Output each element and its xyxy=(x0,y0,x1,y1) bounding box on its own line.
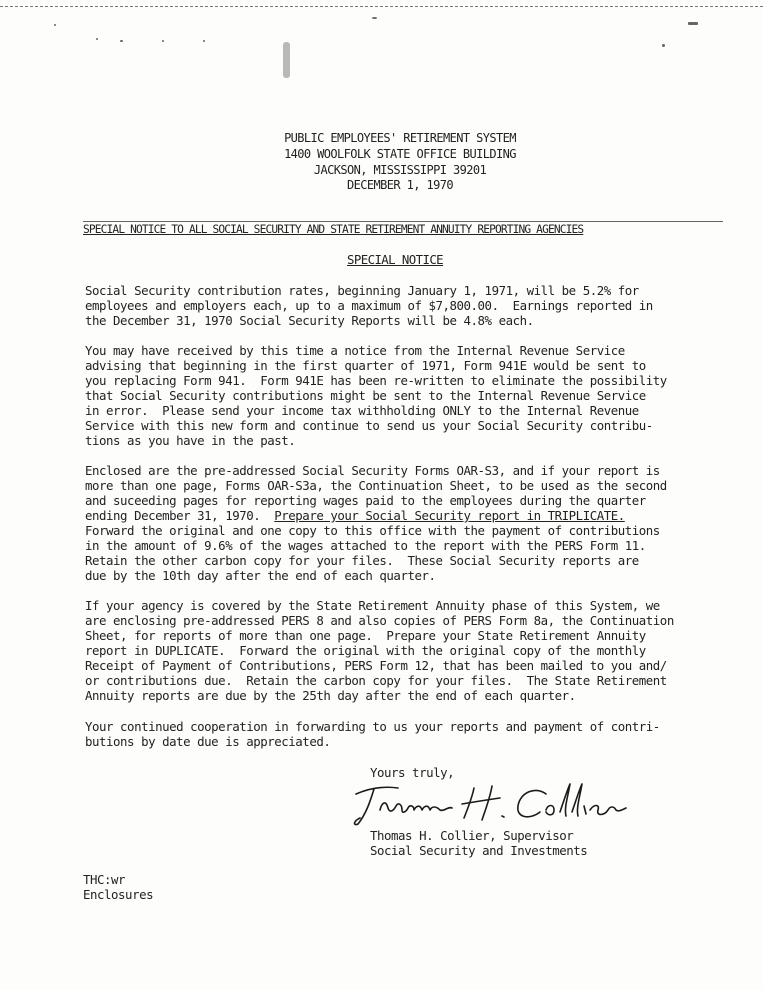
body-line xyxy=(85,508,625,523)
body-line: Receipt of Payment of Contributions, PERS Form 12, that has been mailed to you and/ xyxy=(85,658,667,673)
body-line: in the amount of 9.6% of the wages attached to the report with the PERS Form 11. xyxy=(85,538,646,553)
special-notice-subheading: SPECIAL NOTICE xyxy=(347,252,444,267)
signer-title: Social Security and Investments xyxy=(370,843,588,858)
body-line: Annuity reports are due by the 25th day after the end of each quarter. xyxy=(85,688,576,703)
initials: THC:wr xyxy=(83,872,126,887)
scan-speck xyxy=(162,40,164,42)
body-line: are enclosing pre-addressed PERS 8 and also copies of PERS Form 8a, the Continuation xyxy=(85,613,674,628)
scan-speck xyxy=(372,17,377,19)
body-line: report in DUPLICATE. Forward the original with the original copy of the monthly xyxy=(85,643,646,658)
body-line: more than one page, Forms OAR-S3a, the Continuation Sheet, to be used as the second xyxy=(85,478,667,493)
signer-name: Thomas H. Collier, Supervisor xyxy=(370,828,574,843)
body-line: due by the 10th day after the end of each quarter. xyxy=(85,568,436,583)
letter-date: DECEMBER 1, 1970 xyxy=(347,178,453,192)
body-line: or contributions due. Retain the carbon copy for your files. The State Retirement xyxy=(85,673,667,688)
body-line: tions as you have in the past. xyxy=(85,433,296,448)
enclosures-note: Enclosures xyxy=(83,887,154,902)
scan-speck xyxy=(662,44,665,47)
body-line: Retain the other carbon copy for your files. These Social Security reports are xyxy=(85,553,639,568)
body-line: and suceeding pages for reporting wages paid to the employees during the quarter xyxy=(85,493,646,508)
org-address-line1: 1400 WOOLFOLK STATE OFFICE BUILDING xyxy=(284,147,516,161)
scan-smudge xyxy=(283,42,290,78)
body-line: the December 31, 1970 Social Security Reports will be 4.8% each. xyxy=(85,313,534,328)
scan-speck xyxy=(203,40,205,42)
scan-speck xyxy=(120,40,123,42)
body-line: You may have received by this time a notice from the Internal Revenue Service xyxy=(85,343,625,358)
body-line: Service with this new form and continue to send us your Social Security contribu- xyxy=(85,418,653,433)
handwritten-signature xyxy=(350,776,630,832)
org-address-line2: JACKSON, MISSISSIPPI 39201 xyxy=(313,163,487,177)
scan-speck xyxy=(96,38,98,40)
body-line: butions by date due is appreciated. xyxy=(85,734,331,749)
top-edge-line xyxy=(0,6,763,7)
body-line: If your agency is covered by the State Retirement Annuity phase of this System, we xyxy=(85,598,660,613)
body-line: that Social Security contributions might be sent to the Internal Revenue Service xyxy=(85,388,646,403)
body-line: Social Security contribution rates, beginning January 1, 1971, will be 5.2% for xyxy=(85,283,639,298)
body-line: advising that beginning in the first quarter of 1971, Form 941E would be sent to xyxy=(85,358,646,373)
body-line: Forward the original and one copy to this office with the payment of contributions xyxy=(85,523,660,538)
closing: Yours truly, xyxy=(370,765,455,780)
scan-speck xyxy=(688,22,698,25)
body-line: employees and employers each, up to a maximum of $7,800.00. Earnings reported in xyxy=(85,298,653,313)
body-line-text: ending December 31, 1970. xyxy=(85,508,275,523)
triplicate-instruction: Prepare your Social Security report in TRIPLICATE. xyxy=(274,508,625,523)
scan-speck xyxy=(54,24,56,26)
body-line: Sheet, for reports of more than one page. Prepare your State Retirement Annuity xyxy=(85,628,646,643)
body-line: you replacing Form 941. Form 941E has been re-written to eliminate the possibility xyxy=(85,373,667,388)
body-line: Enclosed are the pre-addressed Social Security Forms OAR-S3, and if your report is xyxy=(85,463,660,478)
body-line: in error. Please send your income tax withholding ONLY to the Internal Revenue xyxy=(85,403,639,418)
body-line: Your continued cooperation in forwarding to us your reports and payment of contri- xyxy=(85,719,660,734)
notice-heading: SPECIAL NOTICE TO ALL SOCIAL SECURITY AND STATE RETIREMENT ANNUITY REPORTING AGENCIES xyxy=(83,221,723,237)
org-name: PUBLIC EMPLOYEES' RETIREMENT SYSTEM xyxy=(284,131,516,145)
